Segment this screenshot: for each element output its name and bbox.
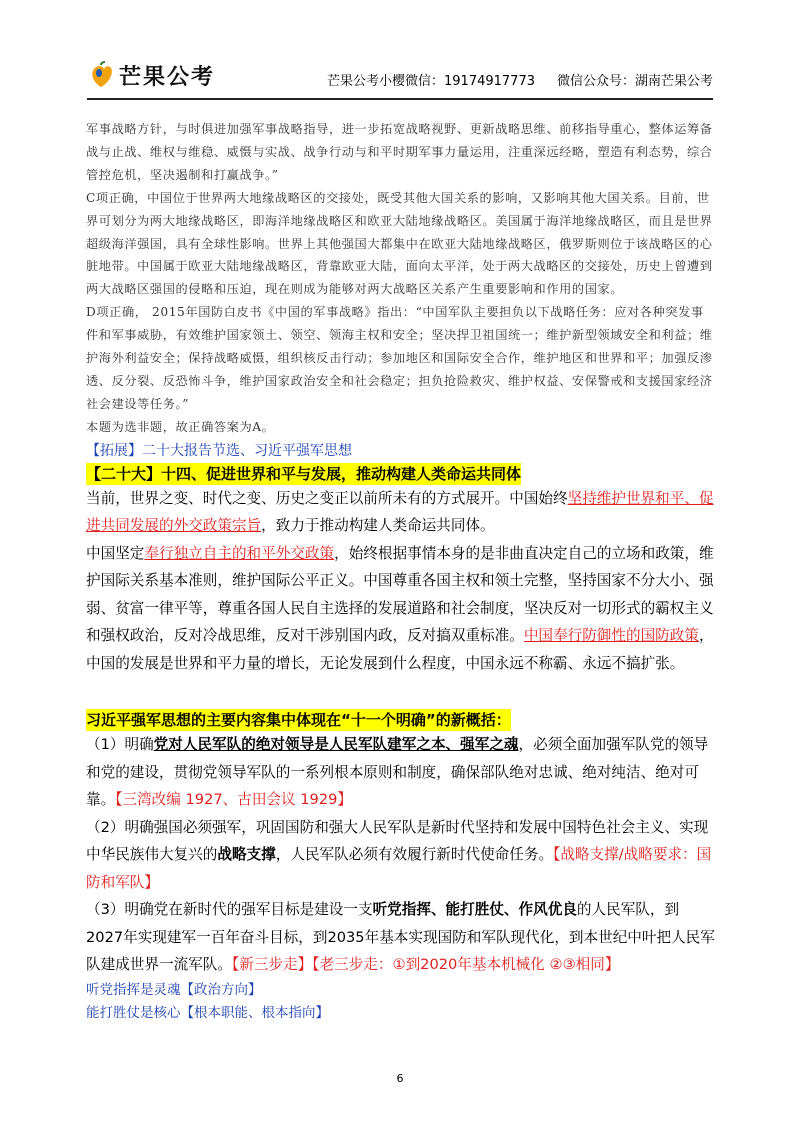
section1-paragraph-2: 中国坚定奉行独立自主的和平外交政策，始终根据事情本身的是非曲直决定自己的立场和政策，维护国际关系基本准则，维护国际公平正义。中国尊重各国主权和领土完整，坚持国家不分大小、强弱、贫富一律平等，尊重各国人民自主选择的发展道路和社会制度，坚决反对一切形式的霸权主义和强权政治，反对冷战思维，反对干涉别国内政，反对搞双重标准。中国奉行防御性的国防政策，中国的发展是世界和平力量的增长，无论发展到什么程度，中国永远不称霸、永远不搞扩张。 — [86, 544, 714, 672]
bold-text: 听党指挥、能打胜仗、作风优良 — [372, 901, 577, 919]
answer-analysis — [86, 118, 716, 439]
section1-paragraph-1: 当前，世界之变、时代之变、历史之变正以前所未有的方式展开。中国始终坚持维护世界和平、促进共同发展的外交政策宗旨，致力于推动构建人类命运共同体。 — [86, 489, 714, 535]
section-title-twentieth-congress: 【二十大】十四、促进世界和平与发展，推动构建人类命运共同体 — [86, 464, 522, 483]
logo-text: 芒果公考 — [119, 64, 216, 90]
expansion-text: 二十大报告节选、习近平强军思想 — [142, 442, 352, 459]
expansion-bracket: 【拓展】 — [86, 442, 142, 459]
highlight-text: 坚持维护世界和平、促进共同发展的外交政策宗旨 — [86, 489, 714, 535]
section-title-strong-military: 习近平强军思想的主要内容集中体现在“十一个明确”的新概括： — [86, 711, 511, 730]
page-number: 6 — [396, 1072, 404, 1085]
analysis-paragraph-c: C项正确，中国位于世界两大地缘战略区的交接处，既受其他大国关系的影响，又影响其他大国关系。目前，世界可划分为两大地缘战略区，即海洋地缘战略区和欧亚大陆地缘战略区。美国属于海洋地缘战略区，而且是世界超级海洋强国，具有全球性影响。世界上其他强国大都集中在欧亚大陆地缘战略区，俄罗斯则位于该战略区的心脏地带。中国属于欧亚大陆地缘战略区，背靠欧亚大陆，面向太平洋，处于两大战略区的交接处，历史上曾遭到两大战略区强国的侵略和压迫，现在则成为能够对两大战略区关系产生重要影响和作用的国家。 — [86, 190, 713, 297]
highlight-text: 中国奉行防御性的国防政策 — [523, 627, 699, 645]
answer-conclusion: 本题为选非题，故正确答案为A。 — [86, 419, 275, 434]
expansion-tag — [86, 441, 716, 461]
analysis-paragraph: 军事战略方针，与时俱进加强军事战略指导，进一步拓宽战略视野、更新战略思维、前移指导重心，整体运筹备战与止战、维权与维稳、威慑与实战、战争行动与和平时期军事力量运用，注重深远经略，塑造有利态势，综合管控危机，坚决遏制和打赢战争。” — [86, 122, 713, 182]
page-content — [86, 118, 716, 1025]
highlight-text: 奉行独立自主的和平外交政策 — [144, 544, 335, 562]
page-header — [87, 58, 713, 100]
brand-logo — [87, 60, 215, 90]
note-text: 【新三步走】 — [231, 956, 313, 974]
note-text: 【三湾改编 1927、古田会议 1929】 — [115, 791, 352, 809]
soul-line: 听党指挥是灵魂【政治方向】 — [86, 981, 262, 998]
bold-underline-text: 党对人民军队的绝对领导是人民军队建军之本、强军之魂 — [153, 736, 519, 754]
analysis-paragraph-d: D项正确， 2015年国防白皮书《中国的军事战略》指出：“中国军队主要担负以下战略任务：应对各种突发事件和军事威胁，有效维护国家领土、领空、领海主权和安全；坚决捍卫祖国统一；维护新型领域安全和利益；维护海外利益安全；保持战略威慑，组织核反击行动；参加地区和国际安全合作，维护地区和世界和平；加强反渗透、反分裂、反恐怖斗争，维护国家政治安全和社会稳定；担负抢险救灾、维护权益、安保警戒和支援国家经济社会建设等任务。” — [86, 305, 713, 411]
core-line: 能打胜仗是核心【根本职能、根本指向】 — [86, 1004, 329, 1021]
official-account: 微信公众号：湖南芒果公考 — [556, 74, 713, 89]
clear-item-1: （1）明确党对人民军队的绝对领导是人民军队建军之本、强军之魂，必须全面加强军队党的领导和党的建设，贯彻党领导军队的一系列根本原则和制度，确保部队绝对忠诚、绝对纯洁、绝对可靠。【三湾改编 1927、古田会议 1929】 — [86, 736, 709, 809]
clear-item-3: （3）明确党在新时代的强军目标是建设一支听党指挥、能打胜仗、作风优良的人民军队，到2027年实现建军一百年奋斗目标，到2035年基本实现国防和军队现代化，到本世纪中叶把人民军队建成世界一流军队。【新三步走】【老三步走：①到2020年基本机械化 ②③相同】 — [86, 901, 715, 974]
bold-text: 战略支撑 — [217, 846, 276, 864]
note-text: 【战略支撑/战略要求：国防和军队】 — [86, 846, 712, 891]
mango-logo-icon — [87, 61, 115, 89]
wechat-contact: 芒果公考小樱微信：19174917773 — [327, 74, 535, 89]
clear-item-2: （2）明确强国必须强军，巩固国防和强大人民军队是新时代坚持和发展中国特色社会主义、实现中华民族伟大复兴的战略支撑，人民军队必须有效履行新时代使命任务。【战略支撑/战略要求：国防和军队】 — [86, 818, 712, 891]
note-text: 【老三步走：①到2020年基本机械化 ②③相同】 — [312, 956, 620, 974]
